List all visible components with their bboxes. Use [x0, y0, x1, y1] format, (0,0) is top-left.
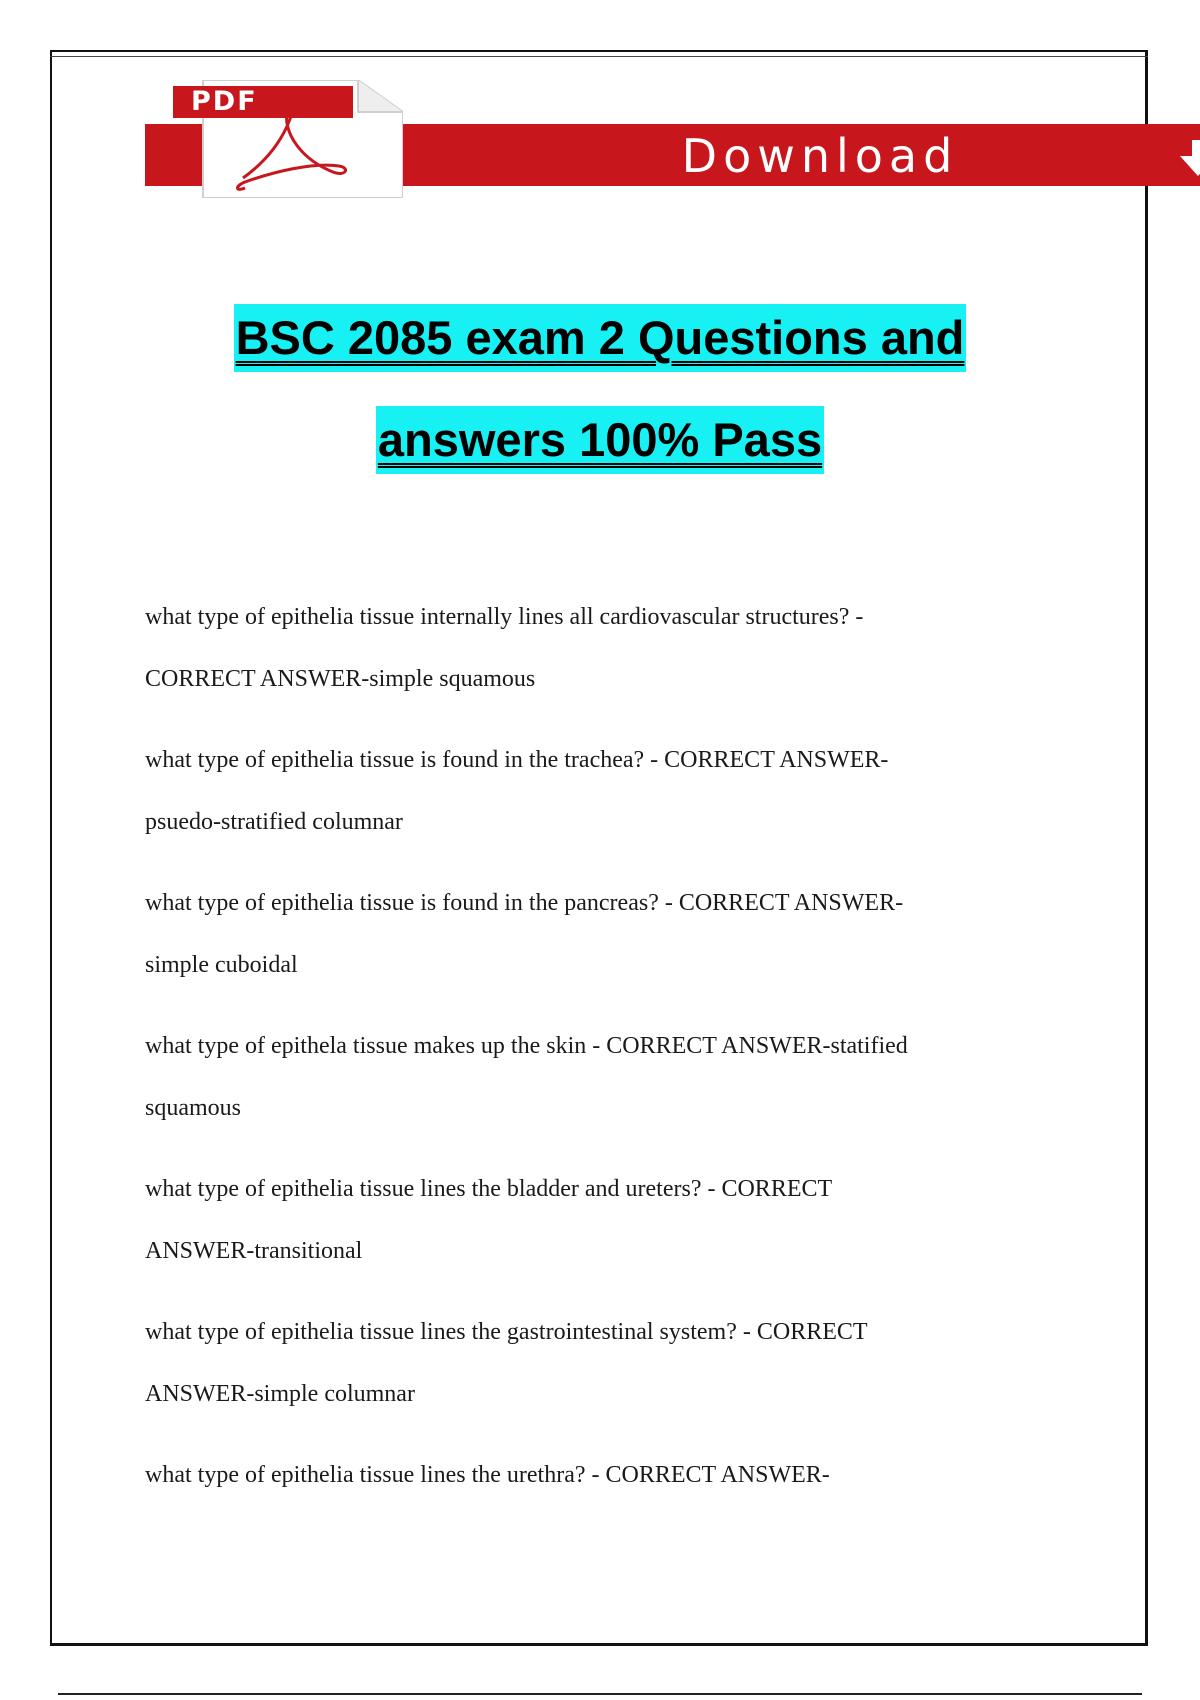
question-line: what type of epithelia tissue internally lines all cardiovascular structures? -	[145, 604, 864, 630]
qa-list	[145, 586, 1045, 1587]
download-banner[interactable]	[145, 80, 1200, 198]
frame-top-rule	[50, 56, 1148, 57]
page-title-line-1	[0, 304, 1200, 372]
question-line: what type of epithelia tissue lines the bladder and ureters? - CORRECT	[145, 1176, 833, 1202]
answer-line: squamous	[145, 1095, 241, 1121]
title-text-1: BSC 2085 exam 2 Questions and	[234, 304, 967, 372]
question-line: what type of epithela tissue makes up the skin - CORRECT ANSWER-statified	[145, 1033, 908, 1059]
qa-item	[145, 1444, 1045, 1587]
answer-line: CORRECT ANSWER-simple squamous	[145, 666, 536, 692]
qa-item	[145, 1301, 1045, 1444]
question-line: what type of epithelia tissue lines the urethra? - CORRECT ANSWER-	[145, 1462, 830, 1488]
answer-line: psuedo-stratified columnar	[145, 809, 403, 835]
pdf-label: PDF	[173, 86, 353, 118]
qa-item	[145, 586, 1045, 729]
qa-item	[145, 1015, 1045, 1158]
qa-item	[145, 872, 1045, 1015]
arrow-down-icon[interactable]	[1178, 138, 1200, 178]
bottom-rule	[58, 1693, 1142, 1695]
page-title-line-2	[0, 406, 1200, 474]
answer-line: ANSWER-transitional	[145, 1238, 363, 1264]
answer-line: ANSWER-simple columnar	[145, 1381, 415, 1407]
answer-line: simple cuboidal	[145, 952, 298, 978]
question-line: what type of epithelia tissue is found in the trachea? - CORRECT ANSWER-	[145, 747, 889, 773]
qa-item	[145, 729, 1045, 872]
question-line: what type of epithelia tissue is found in the pancreas? - CORRECT ANSWER-	[145, 890, 904, 916]
qa-item	[145, 1158, 1045, 1301]
pdf-file-icon	[173, 80, 403, 198]
title-text-2: answers 100% Pass	[376, 406, 824, 474]
download-label[interactable]: Download	[681, 129, 959, 183]
question-line: what type of epithelia tissue lines the gastrointestinal system? - CORRECT	[145, 1319, 868, 1345]
